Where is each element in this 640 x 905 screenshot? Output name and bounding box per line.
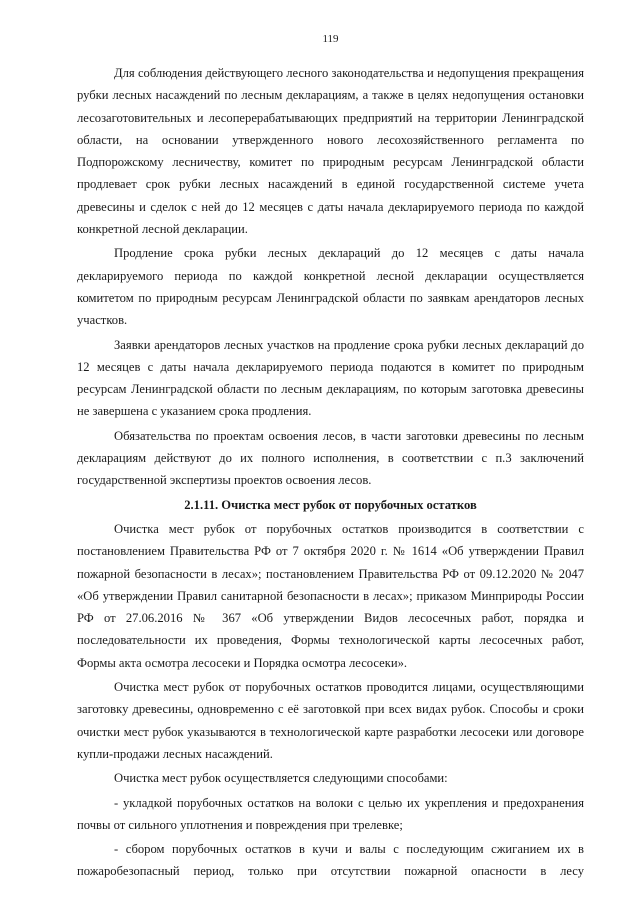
list-item-piles-burning: - сбором порубочных остатков в кучи и валы с последующим сжиганием их в пожаробезопасный период, только при отсутствии пожарной опасности в лесу <box>77 842 584 879</box>
paragraph-extension: Продление срока рубки лесных деклараций до 12 месяцев с даты начала декларируемого периода по каждой конкретной лесной декларации осуществляется комитетом по природным ресурсам Ленинградской области по заявкам арендаторов лесных участков. <box>77 246 584 328</box>
list-item-skid-trails: - укладкой порубочных остатков на волоки с целью их укрепления и предохранения почвы от сильного уплотнения и повреждения при трелевке; <box>77 795 584 832</box>
paragraph-regulations: Очистка мест рубок от порубочных остатков производится в соответствии с постановлением Правительства РФ от 7 октября 2020 г. № 1614 «Об утверждении Правил пожарной безопасности в лесах»; постановлением Правительства РФ от 09.12.2020 № 2047 «Об утверждении Правил санитарной безопасности в лесах»; приказом Минприроды России РФ от 27.06.2016 № 367 «Об утверждении Видов лесосечных работ, порядка и последовательности их проведения, Формы технологической карты лесосечных работ, Формы акта осмотра лесосеки и Порядка осмотра лесосеки». <box>77 521 584 670</box>
paragraph-obligations: Обязательства по проектам освоения лесов, в части заготовки древесины по лесным декларациям действуют до их полного исполнения, в соответствии с п.3 заключений государственной экспертизы проектов освоения лесов. <box>77 428 584 488</box>
section-heading: 2.1.11. Очистка мест рубок от порубочных остатков <box>184 497 477 512</box>
paragraph-clearing-responsibility: Очистка мест рубок от порубочных остатков проводится лицами, осуществляющими заготовку древесины, одновременно с её заготовкой при всех видах рубок. Способы и сроки очистки мест рубок указываются в технологической карте разработки лесосеки или договоре купли-продажи лесных насаждений. <box>77 680 584 761</box>
paragraph-applications: Заявки арендаторов лесных участков на продление срока рубки лесных деклараций до 12 месяцев с даты начала декларируемого периода подаются в комитет по природным ресурсам Ленинградской области по лесным декларациям, по которым заготовка древесины не завершена с указанием срока продления. <box>77 337 584 419</box>
paragraph-methods-intro: Очистка мест рубок осуществляется следующими способами: <box>114 771 448 786</box>
page-number: 119 <box>322 33 339 45</box>
paragraph-forest-law: Для соблюдения действующего лесного законодательства и недопущения прекращения рубки лесных насаждений по лесным декларациям, а также в целях недопущения остановки лесозаготовительных и лесоперерабатывающих предприятий на территории Ленинградской области, на основании утвержденного нового лесохозяйственного регламента по Подпорожскому лесничеству, комитет по природным ресурсам Ленинградской области продлевает срок рубки лесных насаждений в единой государственной системе учета древесины и сделок с ней до 12 месяцев с даты начала декларируемого периода по каждой конкретной лесной декларации. <box>77 66 584 237</box>
